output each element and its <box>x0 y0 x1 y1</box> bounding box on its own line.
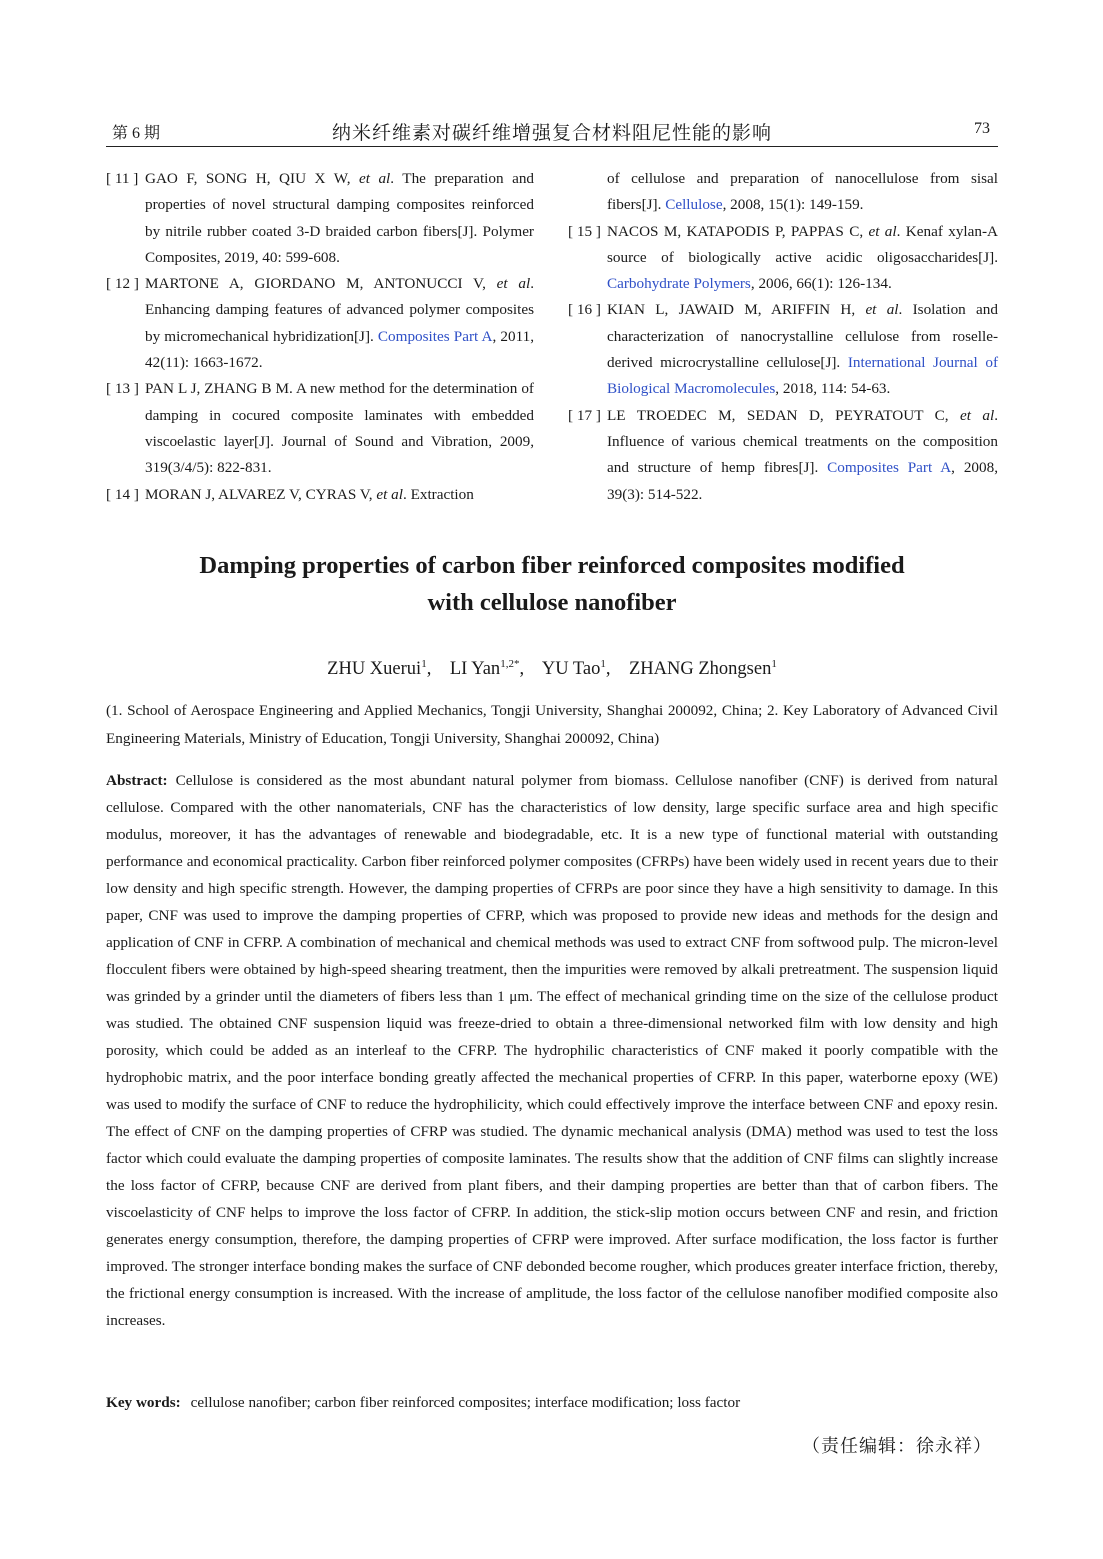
reference-item <box>106 271 534 376</box>
reference-text: MORAN J, ALVAREZ V, CYRAS V, <box>145 485 377 503</box>
reference-etal: et al <box>865 301 899 319</box>
author-affiliation-mark: 1,2* <box>500 658 520 670</box>
reference-text: , 2006, 66(1): 126-134. <box>750 275 892 293</box>
author-name: ZHU Xuerui <box>327 659 422 679</box>
responsible-editor: （责任编辑：徐永祥） <box>802 1436 992 1456</box>
reference-item <box>106 166 534 271</box>
author-name: ZHANG Zhongsen <box>629 659 772 679</box>
references-left-column <box>106 166 534 508</box>
reference-etal: et al <box>496 275 531 293</box>
keywords-label: Key words: <box>106 1394 181 1411</box>
reference-text: NACOS M, KATAPODIS P, PAPPAS C, <box>607 222 869 240</box>
reference-text: MARTONE A, GIORDANO M, ANTONUCCI V, <box>145 275 497 293</box>
reference-etal: et al <box>359 170 391 187</box>
author-name: LI Yan <box>449 659 501 679</box>
title-line-2: with cellulose nanofiber <box>427 589 677 616</box>
page-number: 73 <box>974 120 990 137</box>
author-name: YU Tao <box>541 659 601 679</box>
reference-text: . Extraction <box>402 485 474 503</box>
reference-text: LE TROEDEC M, SEDAN D, PEYRATOUT C, <box>607 406 960 424</box>
reference-number: [ 15 ] <box>568 222 601 240</box>
journal-article-title: 纳米纤维素对碳纤维增强复合材料阻尼性能的影响 <box>331 123 772 144</box>
reference-text: , 2011, 42(11): 1663-1672. <box>145 327 535 372</box>
reference-item <box>106 376 534 481</box>
reference-number: [ 14 ] <box>106 485 139 503</box>
reference-journal-link[interactable]: Composites Part A <box>827 459 952 477</box>
abstract <box>106 767 998 1334</box>
affiliations: (1. School of Aerospace Engineering and Applied Mechanics, Tongji University, Shanghai 200092, China; 2. Key Laboratory of Advanced Civil Engineering Materials, Ministry of Education, Tongji University, Shanghai 200092, China) <box>106 702 998 747</box>
running-header <box>106 116 998 147</box>
reference-number: [ 17 ] <box>568 406 601 424</box>
reference-text: PAN L J, ZHANG B M. A new method for the determination of damping in cocured composite laminates with embedded viscoelastic layer[J]. Journal of Sound and Vibration, 2009, 319(3/4/5): 822-831. <box>145 380 534 477</box>
reference-etal: et al <box>868 222 897 240</box>
reference-text: , 2008, 39(3): 514-522. <box>607 459 998 503</box>
reference-number: [ 13 ] <box>106 380 139 398</box>
author-affiliation-mark: 1 <box>600 658 606 670</box>
issue-number: 第 6 期 <box>112 125 161 142</box>
reference-continuation <box>568 166 998 219</box>
reference-text: . Enhancing damping features of advanced polymer composites by micromechanical hybridization[J]. <box>145 275 534 345</box>
keywords-text: cellulose nanofiber; carbon fiber reinforced composites; interface modification; loss factor <box>190 1394 741 1411</box>
references-right-column <box>568 166 998 508</box>
reference-etal: et al <box>376 485 403 503</box>
abstract-label: Abstract: <box>106 772 168 789</box>
reference-text: of cellulose and preparation of nanocellulose from sisal fibers[J]. <box>607 170 998 214</box>
reference-text: . Influence of various chemical treatments on the composition and structure of hemp fibres[J]. <box>607 406 998 477</box>
english-article-title <box>106 547 998 621</box>
abstract-text: Cellulose is considered as the most abundant natural polymer from biomass. Cellulose nanofiber (CNF) is derived from natural cellulose. Compared with the other nanomaterials, CNF has the characteristics of low density, large specific surface area and high specific modulus, moreover, it has the advantages of renewable and biodegradable, etc. It is a new type of functional material with outstanding performance and economical practicality. Carbon fiber reinforced polymer composites (CFRPs) have been widely used in recent years due to their low density and high specific strength. However, the damping properties of CFRPs are poor since they have a high sensitivity to damage. In this paper, CNF was used to improve the damping properties of CFRP, which was proposed to provide new ideas and methods for the design and application of CNF in CFRP. A combination of mechanical and chemical methods was used to extract CNF from softwood pulp. The micron-level flocculent fibers were obtained by high-speed shearing treatment, then the impurities were removed by alkali pretreatment. The suspension liquid was grinded by a grinder until the diameters of fibers less than 1 μm. The effect of mechanical grinding time on the size of the cellulose product was studied. The obtained CNF suspension liquid was freeze-dried to obtain a three-dimensional networked film with low density and high porosity, which could be added as an interleaf to the CFRP. The hydrophilic characteristics of CNF maked it poorly compatible with the hydrophobic matrix, and the poor interface bonding greatly affected the mechanical properties of CFRP. In this paper, waterborne epoxy (WE) was used to modify the surface of CNF to reduce the hydrophilicity, which could effectively improve the interface between CNF and epoxy resin. The effect of CNF on the damping properties of CFRP was studied. The dynamic mechanical analysis (DMA) method was used to test the loss factor which could evaluate the damping properties of composite laminates. The results show that the addition of CNF films can slightly increase the loss factor of CFRP, because CNF are derived from plant fibers, and their damping properties are better than that of carbon fibers. The viscoelasticity of CNF helps to improve the loss factor of CFRP. In addition, the stick-slip motion occurs between CNF and resin, and friction generates energy consumption, therefore, the damping properties of CFRP were improved. After surface modification, the loss factor is further improved. The stronger interface bonding makes the surface of CNF debonded become rougher, which produces greater interface friction, thereby, the frictional energy consumption is increased. With the increase of amplitude, the loss factor of the cellulose nanofiber modified composite also increases. <box>106 772 998 1329</box>
author-list: ZHU Xuerui$^1$, LI Yan$^{1,2*}$, YU Tao$^1$, ZHANG Zhongsen$^1$ <box>327 658 777 679</box>
reference-item <box>568 403 998 508</box>
title-line-1: Damping properties of carbon fiber reinforced composites modified <box>199 552 905 579</box>
reference-number: [ 16 ] <box>568 301 601 319</box>
reference-item <box>568 297 998 402</box>
reference-text: . The preparation and properties of novel structural damping composites reinforced by nitrile rubber coated 3-D braided carbon fibers[J]. Polymer Composites, 2019, 40: 599-608. <box>145 170 535 266</box>
reference-etal: et al <box>959 406 995 424</box>
reference-text: , 2008, 15(1): 149-159. <box>722 196 864 214</box>
reference-journal-link[interactable]: Carbohydrate Polymers <box>607 275 751 293</box>
reference-item <box>106 482 534 508</box>
reference-item <box>568 219 998 298</box>
reference-journal-link[interactable]: Cellulose <box>665 196 723 214</box>
reference-journal-link[interactable]: International Journal of Biological Macromolecules <box>607 354 999 398</box>
author-affiliation-mark: 1 <box>421 658 427 670</box>
reference-number: [ 11 ] <box>106 170 139 187</box>
reference-text: . Kenaf xylan-A source of biologically active acidic oligosaccharides[J]. <box>607 222 998 266</box>
reference-text: , 2018, 114: 54-63. <box>775 380 891 398</box>
keywords <box>106 1390 998 1416</box>
author-affiliation-mark: 1 <box>771 658 777 670</box>
reference-journal-link[interactable]: Composites Part A <box>377 327 493 345</box>
reference-text: GAO F, SONG H, QIU X W, <box>145 170 359 187</box>
reference-text: . Isolation and characterization of nanocrystalline cellulose from roselle-derived microcrystalline cellulose[J]. <box>607 301 998 372</box>
reference-text: KIAN L, JAWAID M, ARIFFIN H, <box>607 301 866 319</box>
reference-number: [ 12 ] <box>106 275 139 293</box>
